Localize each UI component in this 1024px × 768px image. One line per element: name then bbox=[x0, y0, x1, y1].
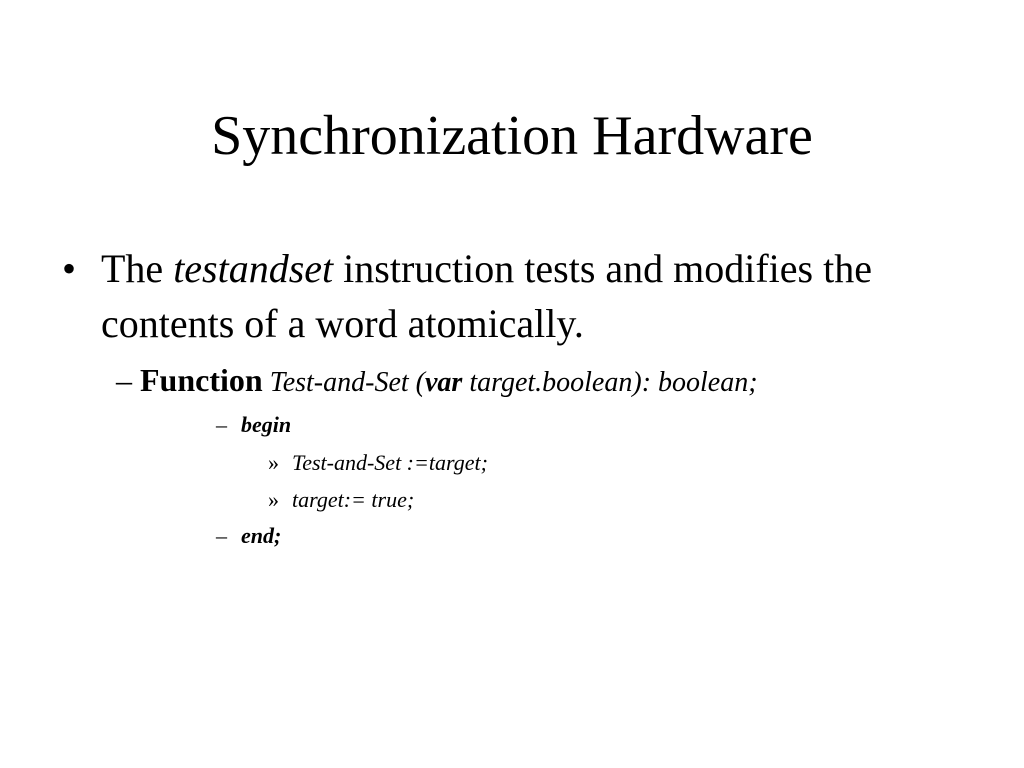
bullet-suffix: instruction tests and modifies the contents of a word atomically. bbox=[101, 246, 872, 346]
code-line: target:= true; bbox=[292, 487, 415, 512]
chevron-marker: » bbox=[268, 487, 279, 512]
bullet-prefix: The bbox=[101, 246, 174, 291]
bullet-testandset bbox=[62, 241, 942, 351]
begin-line bbox=[216, 411, 291, 439]
end-line bbox=[216, 522, 281, 550]
function-keyword: Function bbox=[140, 362, 263, 398]
bullet-marker: • bbox=[62, 246, 77, 291]
dash-marker: – bbox=[216, 523, 227, 548]
signature-start: Test-and-Set ( bbox=[262, 367, 425, 398]
code-line: Test-and-Set :=target; bbox=[292, 450, 488, 475]
dash-marker: – bbox=[216, 412, 227, 437]
var-keyword: var bbox=[424, 367, 463, 398]
begin-keyword: begin bbox=[241, 412, 292, 437]
body-line-1 bbox=[268, 449, 488, 477]
testandset-term: testandset bbox=[173, 246, 334, 291]
dash-marker: – bbox=[116, 362, 140, 398]
end-keyword: end; bbox=[241, 523, 282, 548]
body-line-2 bbox=[268, 486, 414, 514]
function-signature bbox=[116, 360, 996, 403]
signature-end: target.boolean): boolean; bbox=[462, 367, 758, 398]
slide-title: Synchronization Hardware bbox=[211, 105, 813, 167]
chevron-marker: » bbox=[268, 450, 279, 475]
bullet-text bbox=[101, 241, 942, 351]
signature bbox=[263, 367, 758, 398]
